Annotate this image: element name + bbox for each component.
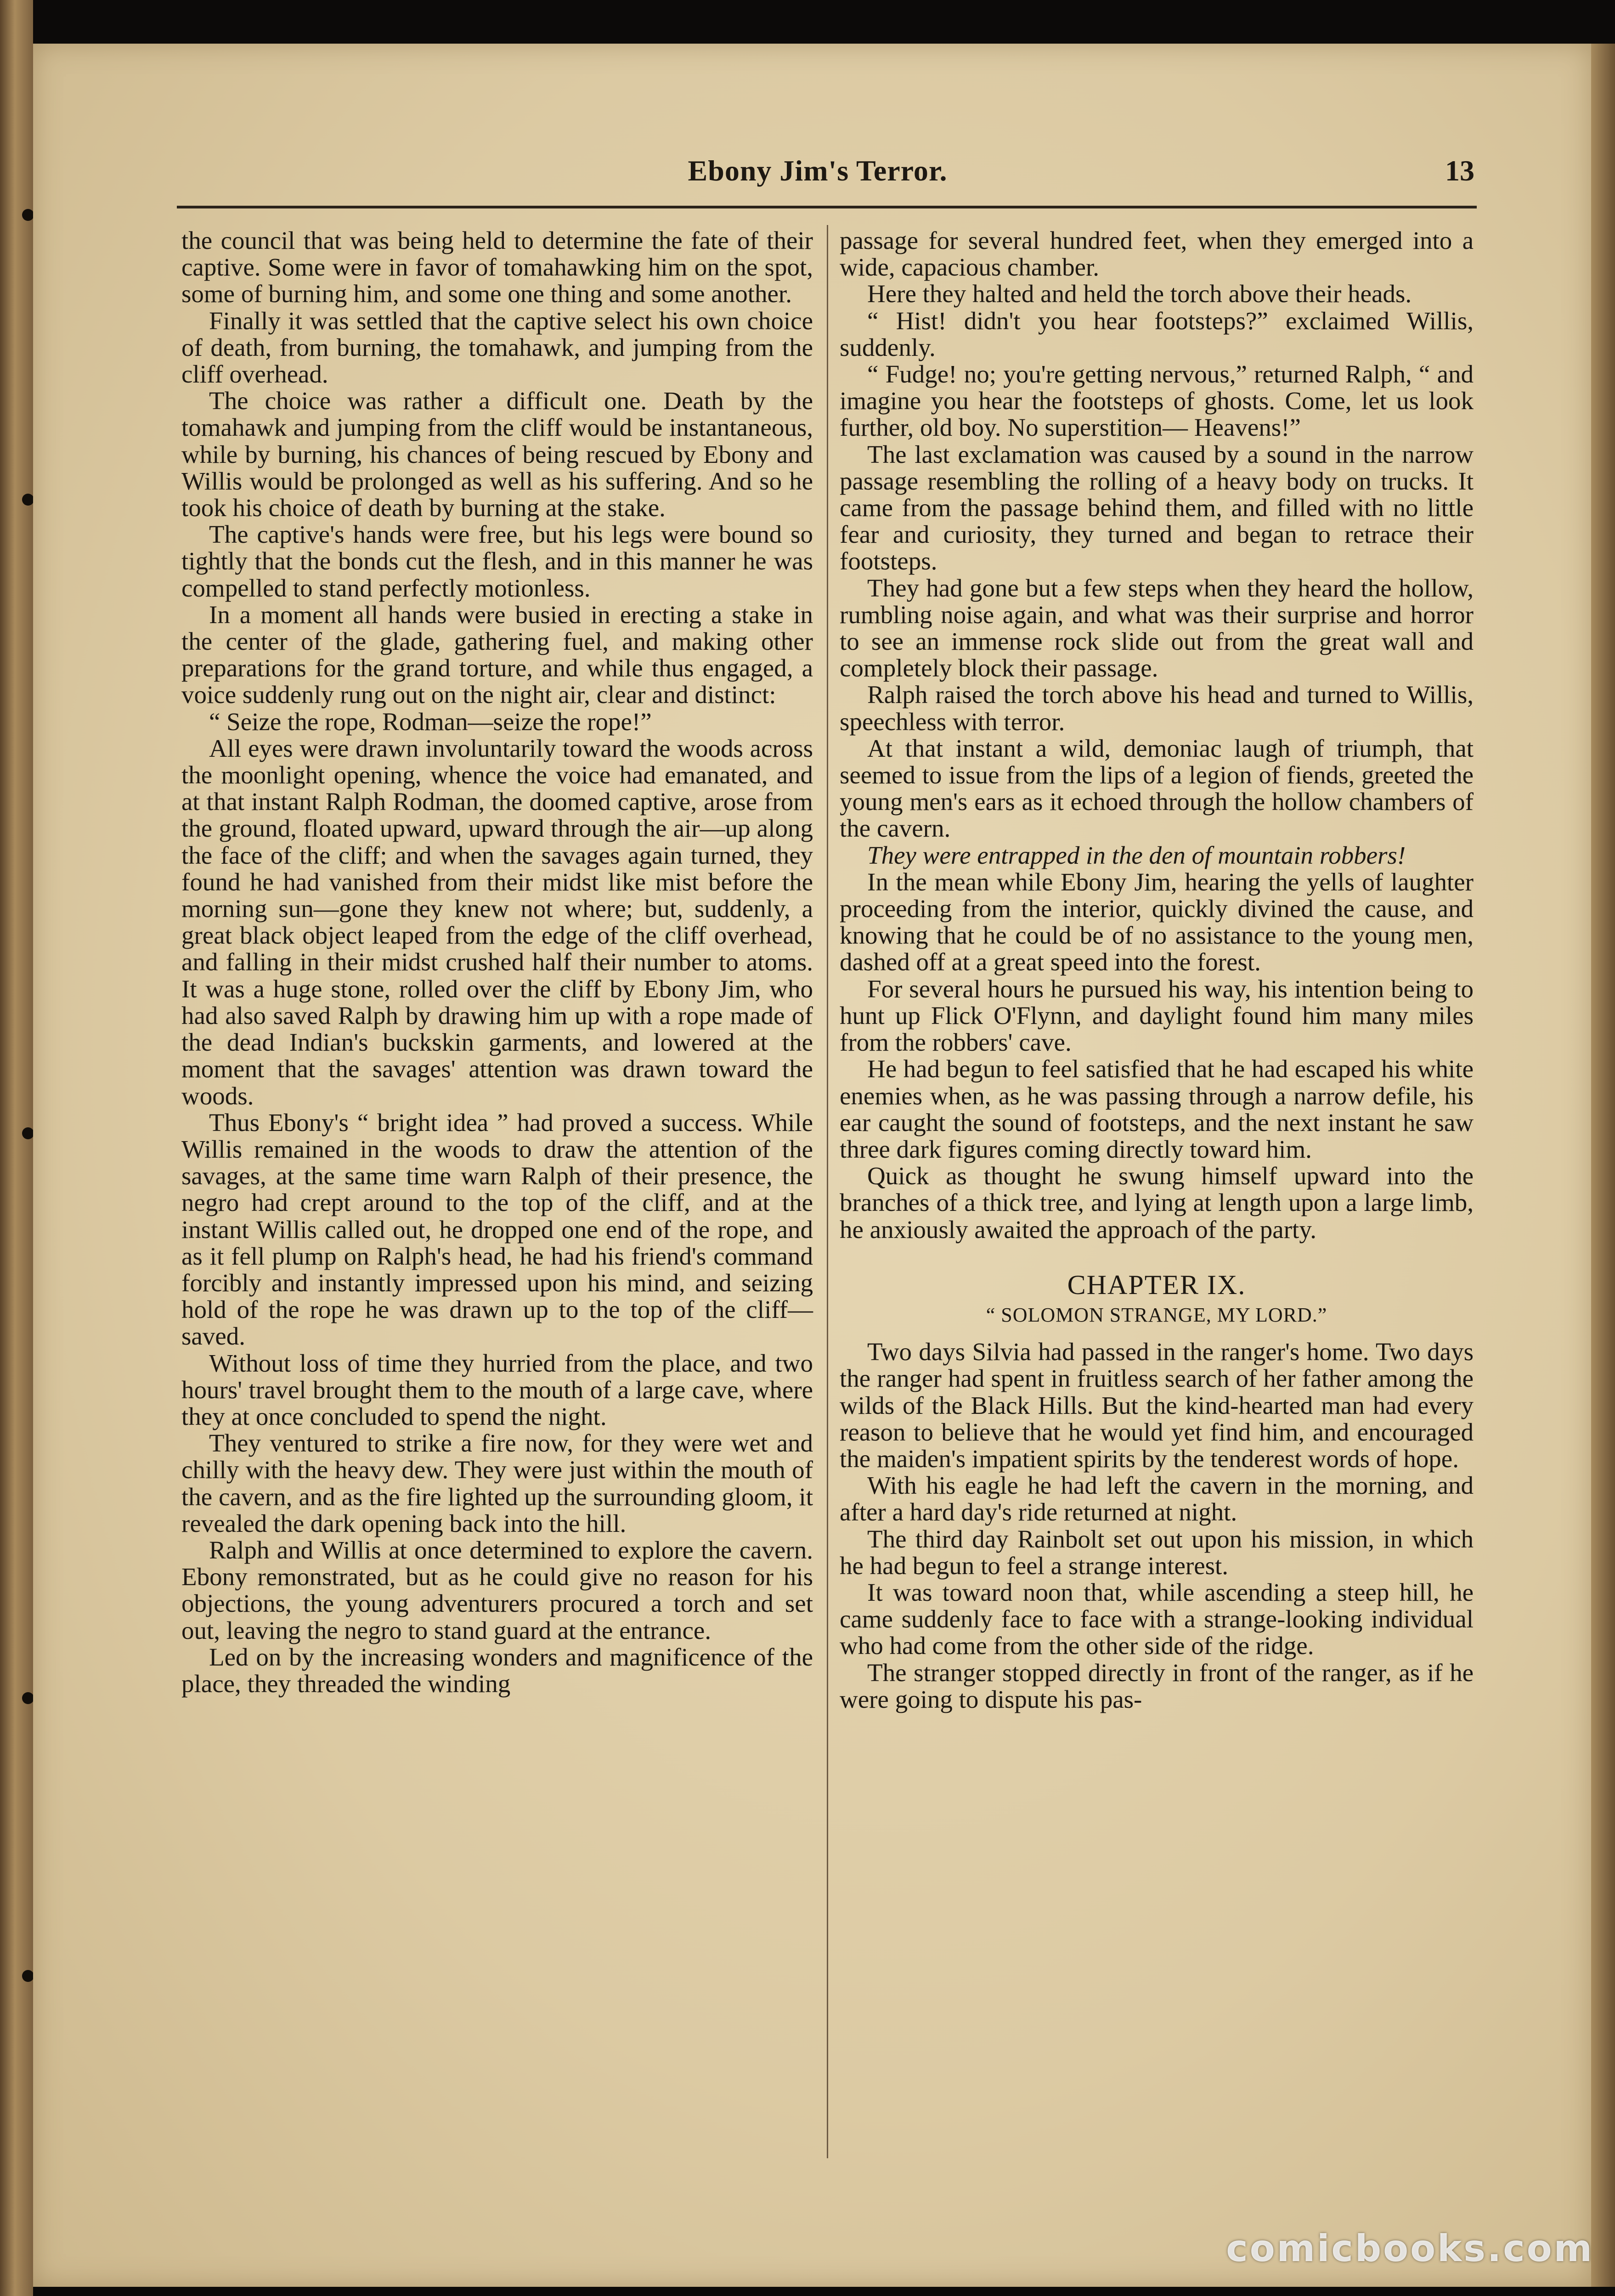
paragraph: With his eagle he had left the cavern in the morning, and after a hard day's ride returned at night. <box>840 1471 1474 1526</box>
italic-paragraph: They were entrapped in the den of mountain robbers! <box>867 841 1406 869</box>
paragraph: Here they halted and held the torch above their heads. <box>867 280 1412 308</box>
paragraph: In a moment all hands were busied in erecting a stake in the center of the glade, gathering fuel, and making other preparations for the grand torture, and while thus engaged, a voice suddenly rung out on the night air, clear and distinct: <box>181 600 813 709</box>
paragraph: At that instant a wild, demoniac laugh of triumph, that seemed to issue from the lips of a legion of fiends, greeted the young men's ears as it echoed through the hollow chambers of the cavern. <box>840 734 1474 843</box>
paragraph: Thus Ebony's “ bright idea ” had proved a success. While Willis remained in the woods to draw the attention of the savages, at the same time warn Ralph of their presence, the negro had crept around to the top of the cliff, and at the instant Willis called out, he dropped one end of the rope, and as it fell plump on Ralph's head, he had his friend's command forcibly and instantly impressed upon his mind, and seizing hold of the rope he was drawn up to the top of the cliff—saved. <box>181 1108 813 1351</box>
right-text-column <box>840 227 1474 1713</box>
paragraph: The choice was rather a difficult one. Death by the tomahawk and jumping from the cliff would be instantaneous, while by burning, his chances of being rescued by Ebony and Willis would be prolonged as well as his suffering. And so he took his choice of death by burning at the stake. <box>181 387 813 522</box>
paragraph: Finally it was settled that the captive select his own choice of death, from burning, the tomahawk, and jumping from the cliff overhead. <box>181 306 813 388</box>
column-divider <box>827 225 828 2158</box>
paragraph: Two days Silvia had passed in the ranger's home. Two days the ranger had spent in fruitless search of her father among the wilds of the Black Hills. But the kind-hearted man had every reason to believe that he would yet find him, and encouraged the maiden's impatient spirits by the tenderest words of hope. <box>840 1338 1474 1473</box>
paragraph: All eyes were drawn involuntarily toward the woods across the moonlight opening, whence the voice had emanated, and at that instant Ralph Rodman, the doomed captive, arose from the ground, floated upward, upward through the air—up along the face of the cliff; and when the savages again turned, they found he had vanished from their midst like mist before the morning sun—gone they knew not where; but, suddenly, a great black object leaped from the edge of the cliff overhead, and falling in their midst crushed half their number to atoms. It was a huge stone, rolled over the cliff by Ebony Jim, who had also saved Ralph by drawing him up with a rope made of the dead Indian's buckskin garments, and lowered at the moment that the savages' attention was drawn toward the woods. <box>181 734 813 1110</box>
watermark: comicbooks.com <box>1226 2227 1594 2270</box>
paragraph: The last exclamation was caused by a sound in the narrow passage resembling the rolling of a heavy body on trucks. It came from the passage behind them, and filled with no little fear and curiosity, they turned and began to retrace their footsteps. <box>840 440 1474 575</box>
binding-hole <box>22 1127 34 1139</box>
paragraph: passage for several hundred feet, when they emerged into a wide, capacious chamber. <box>840 226 1474 281</box>
paragraph: For several hours he pursued his way, his intention being to hunt up Flick O'Flynn, and daylight found him many miles from the robbers' cave. <box>840 974 1474 1057</box>
paragraph: The third day Rainbolt set out upon his mission, in which he had begun to feel a strange interest. <box>840 1525 1474 1580</box>
paragraph: Ralph and Willis at once determined to explore the cavern. Ebony remonstrated, but as he could give no reason for his objections, the young adventurers procured a torch and set out, leaving the negro to stand guard at the entrance. <box>181 1536 813 1644</box>
paragraph: They had gone but a few steps when they heard the hollow, rumbling noise again, and what was their surprise and horror to see an immense rock slide out from the great wall and completely block their passage. <box>840 574 1474 682</box>
binding-hole <box>22 494 34 506</box>
paragraph: Ralph raised the torch above his head and turned to Willis, speechless with terror. <box>840 681 1474 736</box>
header-rule <box>177 206 1477 208</box>
chapter-heading: CHAPTER IX. <box>1067 1269 1246 1300</box>
paragraph: “ Hist! didn't you hear footsteps?” exclaimed Willis, suddenly. <box>840 306 1474 361</box>
paragraph: It was toward noon that, while ascending a steep hill, he came suddenly face to face with a strange-looking individual who had come from the other side of the ridge. <box>840 1578 1474 1660</box>
paragraph: Quick as thought he swung himself upward into the branches of a thick tree, and lying at length upon a large limb, he anxiously awaited the approach of the party. <box>840 1162 1474 1244</box>
page-edge <box>1591 44 1615 2287</box>
paragraph: He had begun to feel satisfied that he had escaped his white enemies when, as he was passing through a narrow defile, his ear caught the sound of footsteps, and the next instant he saw three dark figures coming directly toward him. <box>840 1055 1474 1163</box>
running-header-title: Ebony Jim's Terror. <box>688 154 948 187</box>
binding-hole <box>22 1692 34 1704</box>
chapter-subtitle: “ SOLOMON STRANGE, MY LORD.” <box>986 1303 1327 1326</box>
paragraph: They ventured to strike a fire now, for they were wet and chilly with the heavy dew. They were just within the mouth of the cavern, and as the fire lighted up the surrounding gloom, it revealed the dark opening back into the hill. <box>181 1429 813 1537</box>
paragraph: the council that was being held to determine the fate of their captive. Some were in favor of tomahawking him on the spot, some of burning him, and some one thing and some another. <box>181 226 813 308</box>
paragraph: The stranger stopped directly in front of the ranger, as if he were going to dispute his pas- <box>840 1658 1474 1713</box>
page-number: 13 <box>1445 154 1474 187</box>
paragraph: Led on by the increasing wonders and magnificence of the place, they threaded the winding <box>181 1643 813 1698</box>
paragraph: Without loss of time they hurried from the place, and two hours' travel brought them to the mouth of a large cave, where they at once concluded to spend the night. <box>181 1349 813 1430</box>
binding-hole <box>22 1970 34 1982</box>
left-text-column <box>181 227 813 1697</box>
paragraph: “ Fudge! no; you're getting nervous,” returned Ralph, “ and imagine you hear the footsteps of ghosts. Come, let us look further, old boy. No superstition— Heavens!” <box>840 360 1474 442</box>
paragraph: “ Seize the rope, Rodman—seize the rope!” <box>209 707 652 736</box>
binding-hole <box>22 209 34 221</box>
paragraph: The captive's hands were free, but his legs were bound so tightly that the bonds cut the flesh, and in this manner he was compelled to stand perfectly motionless. <box>181 520 813 602</box>
paragraph: In the mean while Ebony Jim, hearing the yells of laughter proceeding from the interior, quickly divined the cause, and knowing that he could be of no assistance to the young men, dashed off at a great speed into the forest. <box>840 867 1474 976</box>
